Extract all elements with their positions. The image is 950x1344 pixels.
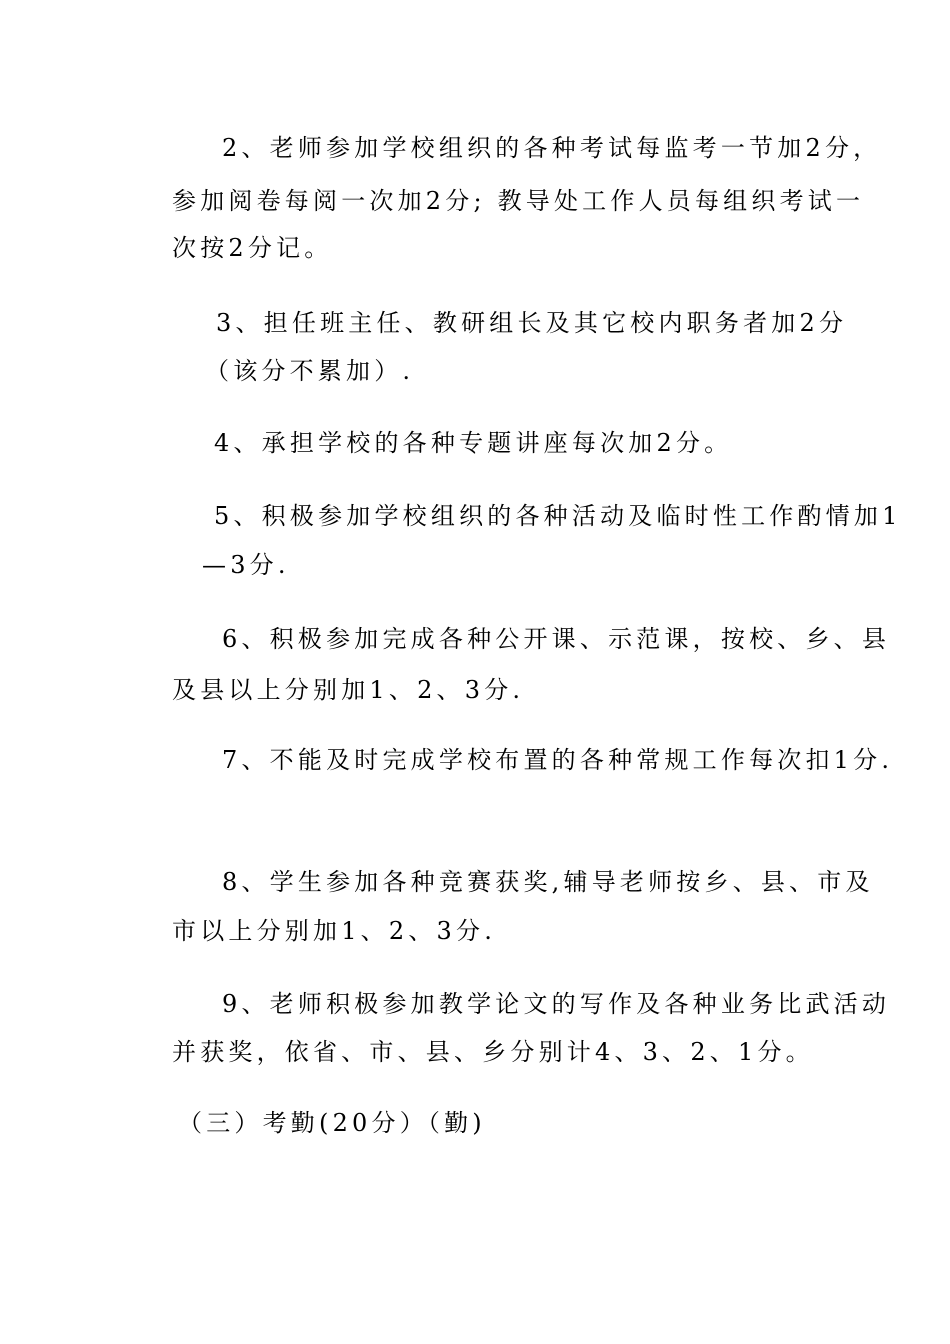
paragraph-7-line-1: 7、不能及时完成学校布置的各种常规工作每次扣1分. bbox=[222, 746, 894, 774]
paragraph-3-line-2: （该分不累加）. bbox=[205, 357, 415, 385]
paragraph-3-line-1: 3、担任班主任、教研组长及其它校内职务者加2分 bbox=[216, 309, 848, 337]
paragraph-6-line-2: 及县以上分别加1、2、3分. bbox=[172, 676, 525, 704]
paragraph-8-line-1: 8、学生参加各种竞赛获奖,辅导老师按乡、县、市及 bbox=[222, 868, 874, 896]
paragraph-4-line-1: 4、承担学校的各种专题讲座每次加2分。 bbox=[214, 429, 733, 457]
paragraph-9-line-1: 9、老师积极参加教学论文的写作及各种业务比武活动 bbox=[222, 990, 891, 1018]
paragraph-5-line-1: 5、积极参加学校组织的各种活动及临时性工作酌情加1 bbox=[214, 502, 902, 530]
section-heading-attendance: （三）考勤(20分）（勤) bbox=[178, 1109, 486, 1137]
paragraph-5-line-2: —3分. bbox=[202, 551, 290, 579]
paragraph-2-line-1: 2、老师参加学校组织的各种考试每监考一节加2分， bbox=[222, 134, 882, 162]
paragraph-9-line-2: 并获奖，依省、市、县、乡分别计4、3、2、1分。 bbox=[172, 1038, 814, 1066]
paragraph-8-line-2: 市以上分别加1、2、3分. bbox=[172, 917, 497, 945]
paragraph-2-line-3: 次按2分记。 bbox=[172, 234, 333, 262]
paragraph-2-line-2: 参加阅卷每阅一次加2分; 教导处工作人员每组织考试一 bbox=[172, 187, 865, 215]
paragraph-6-line-1: 6、积极参加完成各种公开课、示范课，按校、乡、县 bbox=[222, 625, 891, 653]
